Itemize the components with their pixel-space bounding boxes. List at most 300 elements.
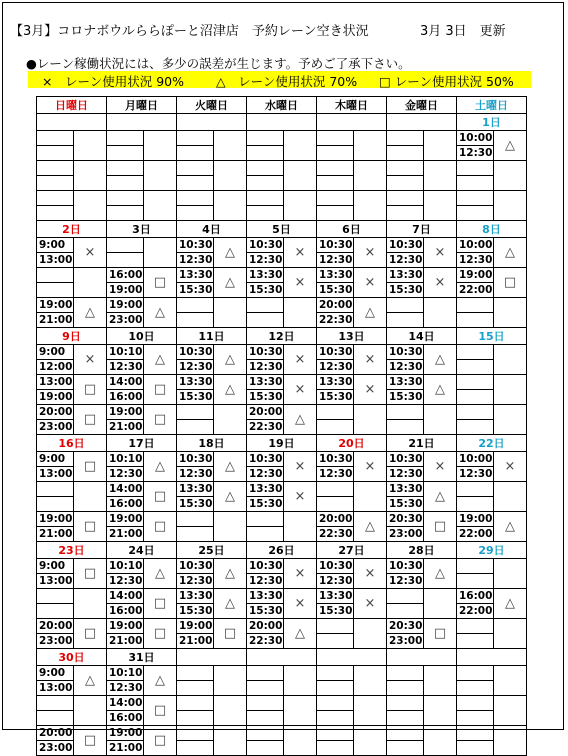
- empty-slot-cell: [317, 666, 354, 681]
- empty-slot-cell: [107, 146, 144, 161]
- slot-end-time: 12:30: [177, 360, 214, 375]
- slot-start-time: 16:00: [107, 268, 144, 283]
- day-number: [107, 114, 177, 131]
- slot-end-time: 22:00: [457, 283, 494, 298]
- calendar-table: [36, 96, 527, 756]
- slot-end-time: 15:30: [317, 283, 354, 298]
- empty-slot-cell: [457, 313, 494, 328]
- empty-slot-cell: [37, 131, 74, 146]
- slot-start-time: 20:00: [317, 298, 354, 313]
- slot-status: □: [74, 405, 107, 435]
- empty-slot-cell: [107, 238, 144, 253]
- slot-start-time: 13:30: [177, 375, 214, 390]
- empty-slot-cell: [457, 161, 494, 176]
- slot-start-time: 20:00: [317, 512, 354, 527]
- slot-status: △: [494, 238, 527, 268]
- empty-status-cell: [284, 191, 317, 221]
- slot-start-time: 13:30: [317, 268, 354, 283]
- slot-end-time: 12:30: [387, 574, 424, 589]
- slot-status: □: [144, 696, 177, 726]
- empty-slot-cell: [177, 191, 214, 206]
- slot-start-time: 10:10: [107, 666, 144, 681]
- slot-end-time: 12:30: [387, 467, 424, 482]
- empty-status-cell: [494, 696, 527, 726]
- slot-start-time: 10:30: [387, 238, 424, 253]
- empty-status-cell: [354, 482, 387, 512]
- slot-end-time: 15:30: [317, 390, 354, 405]
- empty-slot-cell: [247, 726, 284, 741]
- empty-slot-cell: [177, 527, 214, 542]
- empty-slot-cell: [177, 131, 214, 146]
- day-number: 14日: [387, 328, 457, 345]
- slot-end-time: 23:00: [37, 741, 74, 756]
- slot-start-time: 20:00: [247, 619, 284, 634]
- empty-slot-cell: [387, 298, 424, 313]
- empty-slot-cell: [387, 146, 424, 161]
- slot-start-time: 13:30: [247, 375, 284, 390]
- day-number: [177, 114, 247, 131]
- empty-status-cell: [74, 131, 107, 161]
- day-number: 2日: [37, 221, 107, 238]
- day-number: [317, 649, 387, 666]
- slot-start-time: 10:10: [107, 345, 144, 360]
- slot-status: □: [144, 512, 177, 542]
- slot-status: □: [144, 726, 177, 756]
- empty-slot-cell: [387, 176, 424, 191]
- slot-end-time: 12:30: [177, 574, 214, 589]
- empty-slot-cell: [107, 253, 144, 268]
- slot-start-time: 20:00: [37, 405, 74, 420]
- empty-slot-cell: [387, 666, 424, 681]
- slot-status: □: [144, 268, 177, 298]
- empty-slot-cell: [457, 191, 494, 206]
- slot-end-time: 12:30: [317, 360, 354, 375]
- empty-status-cell: [284, 512, 317, 542]
- empty-slot-cell: [177, 405, 214, 420]
- slot-start-time: 10:30: [177, 238, 214, 253]
- empty-slot-cell: [177, 666, 214, 681]
- empty-slot-cell: [457, 360, 494, 375]
- slot-status: □: [494, 268, 527, 298]
- slot-start-time: 9:00: [37, 452, 74, 467]
- slot-start-time: 19:00: [177, 619, 214, 634]
- slot-status: ×: [284, 452, 317, 482]
- empty-slot-cell: [107, 131, 144, 146]
- day-number: [177, 649, 247, 666]
- empty-status-cell: [214, 512, 247, 542]
- empty-slot-cell: [387, 405, 424, 420]
- day-number: [37, 114, 107, 131]
- empty-slot-cell: [37, 482, 74, 497]
- empty-status-cell: [74, 161, 107, 191]
- empty-status-cell: [354, 131, 387, 161]
- slot-end-time: 13:00: [37, 681, 74, 696]
- empty-slot-cell: [387, 206, 424, 221]
- empty-status-cell: [424, 191, 457, 221]
- day-number: 20日: [317, 435, 387, 452]
- slot-end-time: 12:30: [317, 253, 354, 268]
- empty-slot-cell: [37, 283, 74, 298]
- day-number: 28日: [387, 542, 457, 559]
- slot-status: ×: [284, 345, 317, 375]
- day-number: 24日: [107, 542, 177, 559]
- empty-slot-cell: [247, 512, 284, 527]
- slot-status: □: [144, 619, 177, 649]
- empty-slot-cell: [247, 298, 284, 313]
- slot-start-time: 19:00: [457, 268, 494, 283]
- empty-status-cell: [74, 696, 107, 726]
- empty-slot-cell: [247, 711, 284, 726]
- slot-start-time: 10:30: [247, 559, 284, 574]
- slot-status: ×: [284, 559, 317, 589]
- empty-slot-cell: [177, 726, 214, 741]
- slot-start-time: 10:30: [317, 345, 354, 360]
- empty-slot-cell: [177, 741, 214, 756]
- empty-status-cell: [494, 666, 527, 696]
- slot-end-time: 19:00: [37, 390, 74, 405]
- day-number: 6日: [317, 221, 387, 238]
- updated-date: 3月 3日 更新: [420, 24, 506, 39]
- slot-status: △: [74, 666, 107, 696]
- slot-start-time: 10:30: [177, 345, 214, 360]
- day-number: 15日: [457, 328, 527, 345]
- slot-status: △: [424, 559, 457, 589]
- empty-slot-cell: [37, 176, 74, 191]
- slot-end-time: 22:30: [317, 313, 354, 328]
- slot-end-time: 15:30: [247, 283, 284, 298]
- day-number: 23日: [37, 542, 107, 559]
- empty-slot-cell: [247, 696, 284, 711]
- slot-status: △: [424, 482, 457, 512]
- empty-slot-cell: [317, 482, 354, 497]
- empty-slot-cell: [457, 634, 494, 649]
- empty-slot-cell: [387, 161, 424, 176]
- title-line: [10, 20, 555, 38]
- empty-slot-cell: [247, 161, 284, 176]
- slot-end-time: 16:00: [107, 711, 144, 726]
- empty-slot-cell: [457, 696, 494, 711]
- empty-status-cell: [424, 405, 457, 435]
- slot-start-time: 13:00: [37, 375, 74, 390]
- empty-slot-cell: [177, 512, 214, 527]
- empty-slot-cell: [457, 345, 494, 360]
- empty-slot-cell: [387, 741, 424, 756]
- empty-status-cell: [74, 191, 107, 221]
- slot-status: △: [144, 452, 177, 482]
- slot-end-time: 12:30: [457, 467, 494, 482]
- slot-status: ×: [424, 238, 457, 268]
- empty-slot-cell: [37, 711, 74, 726]
- slot-end-time: 12:30: [107, 681, 144, 696]
- day-number: 22日: [457, 435, 527, 452]
- empty-status-cell: [214, 298, 247, 328]
- slot-status: △: [214, 268, 247, 298]
- slot-end-time: 21:00: [107, 420, 144, 435]
- day-number: 25日: [177, 542, 247, 559]
- slot-end-time: 23:00: [37, 420, 74, 435]
- slot-start-time: 19:00: [457, 512, 494, 527]
- slot-end-time: 16:00: [107, 497, 144, 512]
- slot-status: ×: [284, 268, 317, 298]
- empty-slot-cell: [317, 420, 354, 435]
- empty-slot-cell: [37, 206, 74, 221]
- slot-end-time: 22:00: [457, 527, 494, 542]
- slot-start-time: 19:00: [107, 619, 144, 634]
- empty-slot-cell: [177, 711, 214, 726]
- day-number: 4日: [177, 221, 247, 238]
- slot-end-time: 15:30: [177, 604, 214, 619]
- empty-slot-cell: [457, 176, 494, 191]
- slot-start-time: 13:30: [247, 589, 284, 604]
- empty-status-cell: [74, 589, 107, 619]
- empty-slot-cell: [317, 405, 354, 420]
- day-number: [387, 649, 457, 666]
- empty-status-cell: [494, 559, 527, 589]
- slot-end-time: 12:30: [177, 467, 214, 482]
- empty-status-cell: [354, 161, 387, 191]
- slot-status: □: [214, 619, 247, 649]
- slot-start-time: 10:30: [317, 559, 354, 574]
- slot-end-time: 21:00: [177, 634, 214, 649]
- empty-slot-cell: [177, 313, 214, 328]
- empty-status-cell: [144, 161, 177, 191]
- empty-status-cell: [214, 696, 247, 726]
- slot-status: □: [424, 512, 457, 542]
- empty-status-cell: [284, 666, 317, 696]
- empty-status-cell: [424, 161, 457, 191]
- slot-end-time: 21:00: [107, 741, 144, 756]
- slot-start-time: 19:00: [37, 298, 74, 313]
- slot-end-time: 15:30: [247, 497, 284, 512]
- slot-status: □: [424, 619, 457, 649]
- slot-end-time: 15:30: [247, 604, 284, 619]
- empty-slot-cell: [247, 131, 284, 146]
- day-number: [247, 114, 317, 131]
- slot-status: □: [144, 589, 177, 619]
- empty-status-cell: [284, 161, 317, 191]
- day-number: 8日: [457, 221, 527, 238]
- slot-status: □: [144, 375, 177, 405]
- day-number: 12日: [247, 328, 317, 345]
- empty-status-cell: [494, 726, 527, 756]
- empty-slot-cell: [457, 405, 494, 420]
- slot-status: □: [74, 452, 107, 482]
- empty-slot-cell: [317, 619, 354, 634]
- slot-start-time: 20:00: [247, 405, 284, 420]
- slot-end-time: 13:00: [37, 467, 74, 482]
- slot-end-time: 12:30: [107, 360, 144, 375]
- empty-slot-cell: [247, 191, 284, 206]
- weekday-header: 土曜日: [457, 97, 527, 114]
- day-number: 31日: [107, 649, 177, 666]
- slot-end-time: 23:00: [387, 634, 424, 649]
- slot-start-time: 10:30: [387, 452, 424, 467]
- empty-status-cell: [494, 375, 527, 405]
- empty-slot-cell: [457, 619, 494, 634]
- legend-cross: × レーン使用状況 90%: [42, 74, 184, 89]
- empty-slot-cell: [177, 146, 214, 161]
- slot-end-time: 21:00: [37, 527, 74, 542]
- slot-status: ×: [74, 238, 107, 268]
- slot-start-time: 13:30: [247, 482, 284, 497]
- empty-status-cell: [354, 191, 387, 221]
- slot-status: ×: [284, 482, 317, 512]
- slot-start-time: 20:00: [37, 726, 74, 741]
- slot-start-time: 13:30: [387, 482, 424, 497]
- empty-slot-cell: [457, 390, 494, 405]
- day-number: 26日: [247, 542, 317, 559]
- day-number: [317, 114, 387, 131]
- slot-start-time: 19:00: [107, 298, 144, 313]
- empty-slot-cell: [37, 604, 74, 619]
- empty-status-cell: [214, 405, 247, 435]
- empty-slot-cell: [177, 161, 214, 176]
- day-number: [457, 649, 527, 666]
- slot-status: △: [214, 482, 247, 512]
- slot-end-time: 12:30: [107, 467, 144, 482]
- slot-end-time: 12:30: [107, 574, 144, 589]
- slot-end-time: 12:30: [177, 253, 214, 268]
- empty-slot-cell: [457, 375, 494, 390]
- empty-status-cell: [214, 726, 247, 756]
- slot-start-time: 14:00: [107, 589, 144, 604]
- slot-end-time: 23:00: [37, 634, 74, 649]
- empty-slot-cell: [247, 741, 284, 756]
- slot-end-time: 15:30: [387, 390, 424, 405]
- slot-status: ×: [284, 589, 317, 619]
- slot-end-time: 15:30: [177, 390, 214, 405]
- empty-status-cell: [214, 161, 247, 191]
- slot-start-time: 10:30: [247, 238, 284, 253]
- day-number: 1日: [457, 114, 527, 131]
- empty-slot-cell: [387, 726, 424, 741]
- slot-start-time: 13:30: [177, 482, 214, 497]
- weekday-header: 木曜日: [317, 97, 387, 114]
- weekday-header: 月曜日: [107, 97, 177, 114]
- empty-slot-cell: [37, 696, 74, 711]
- empty-status-cell: [354, 696, 387, 726]
- empty-status-cell: [494, 482, 527, 512]
- slot-status: △: [494, 512, 527, 542]
- slot-start-time: 10:30: [247, 452, 284, 467]
- day-number: 10日: [107, 328, 177, 345]
- slot-start-time: 14:00: [107, 482, 144, 497]
- empty-slot-cell: [177, 298, 214, 313]
- slot-start-time: 10:30: [387, 345, 424, 360]
- day-number: 5日: [247, 221, 317, 238]
- weekday-header: 日曜日: [37, 97, 107, 114]
- empty-status-cell: [214, 191, 247, 221]
- empty-slot-cell: [387, 604, 424, 619]
- slot-start-time: 13:30: [317, 589, 354, 604]
- empty-status-cell: [424, 131, 457, 161]
- slot-status: △: [74, 298, 107, 328]
- empty-slot-cell: [37, 161, 74, 176]
- day-number: 19日: [247, 435, 317, 452]
- slot-start-time: 10:10: [107, 452, 144, 467]
- empty-status-cell: [354, 405, 387, 435]
- slot-status: ×: [74, 345, 107, 375]
- page-title: 【3月】コロナボウルららぽーと沼津店 予約レーン空き状況: [10, 24, 369, 39]
- empty-slot-cell: [107, 161, 144, 176]
- empty-slot-cell: [387, 589, 424, 604]
- slot-start-time: 13:30: [317, 375, 354, 390]
- empty-status-cell: [424, 726, 457, 756]
- slot-status: △: [354, 298, 387, 328]
- slot-start-time: 13:30: [387, 375, 424, 390]
- slot-status: □: [144, 482, 177, 512]
- empty-status-cell: [494, 345, 527, 375]
- day-number: 27日: [317, 542, 387, 559]
- empty-status-cell: [424, 666, 457, 696]
- day-number: [387, 114, 457, 131]
- slot-start-time: 19:00: [107, 726, 144, 741]
- slot-end-time: 15:30: [177, 497, 214, 512]
- empty-slot-cell: [457, 559, 494, 574]
- slot-end-time: 12:30: [247, 574, 284, 589]
- empty-slot-cell: [457, 298, 494, 313]
- empty-slot-cell: [107, 191, 144, 206]
- empty-status-cell: [284, 131, 317, 161]
- notice-text: ●レーン稼働状況には、多少の誤差が生じます。予めご了承下さい。: [26, 56, 411, 71]
- slot-end-time: 12:30: [387, 360, 424, 375]
- slot-start-time: 10:30: [317, 238, 354, 253]
- day-number: 17日: [107, 435, 177, 452]
- slot-end-time: 13:00: [37, 574, 74, 589]
- weekday-header: 水曜日: [247, 97, 317, 114]
- empty-status-cell: [354, 619, 387, 649]
- slot-status: □: [74, 726, 107, 756]
- slot-status: △: [214, 345, 247, 375]
- empty-slot-cell: [387, 696, 424, 711]
- slot-end-time: 12:30: [387, 253, 424, 268]
- empty-slot-cell: [37, 146, 74, 161]
- slot-status: ×: [354, 589, 387, 619]
- slot-status: ×: [354, 268, 387, 298]
- weekday-header: 金曜日: [387, 97, 457, 114]
- day-number: 18日: [177, 435, 247, 452]
- empty-status-cell: [284, 298, 317, 328]
- empty-slot-cell: [317, 497, 354, 512]
- slot-status: △: [494, 589, 527, 619]
- empty-slot-cell: [107, 206, 144, 221]
- empty-slot-cell: [457, 497, 494, 512]
- status-legend: [28, 71, 531, 88]
- empty-slot-cell: [37, 191, 74, 206]
- empty-status-cell: [354, 666, 387, 696]
- slot-end-time: 23:00: [387, 527, 424, 542]
- empty-status-cell: [284, 696, 317, 726]
- empty-slot-cell: [37, 497, 74, 512]
- empty-slot-cell: [247, 146, 284, 161]
- slot-status: △: [144, 559, 177, 589]
- slot-start-time: 14:00: [107, 696, 144, 711]
- slot-status: ×: [354, 345, 387, 375]
- slot-end-time: 23:00: [107, 313, 144, 328]
- slot-status: △: [424, 375, 457, 405]
- slot-status: ×: [284, 238, 317, 268]
- slot-start-time: 19:00: [107, 512, 144, 527]
- empty-slot-cell: [457, 206, 494, 221]
- slot-start-time: 19:00: [37, 512, 74, 527]
- empty-status-cell: [214, 666, 247, 696]
- slot-end-time: 22:30: [317, 527, 354, 542]
- slot-start-time: 10:30: [247, 345, 284, 360]
- slot-status: △: [144, 345, 177, 375]
- slot-start-time: 20:30: [387, 512, 424, 527]
- slot-start-time: 13:30: [177, 268, 214, 283]
- empty-status-cell: [74, 482, 107, 512]
